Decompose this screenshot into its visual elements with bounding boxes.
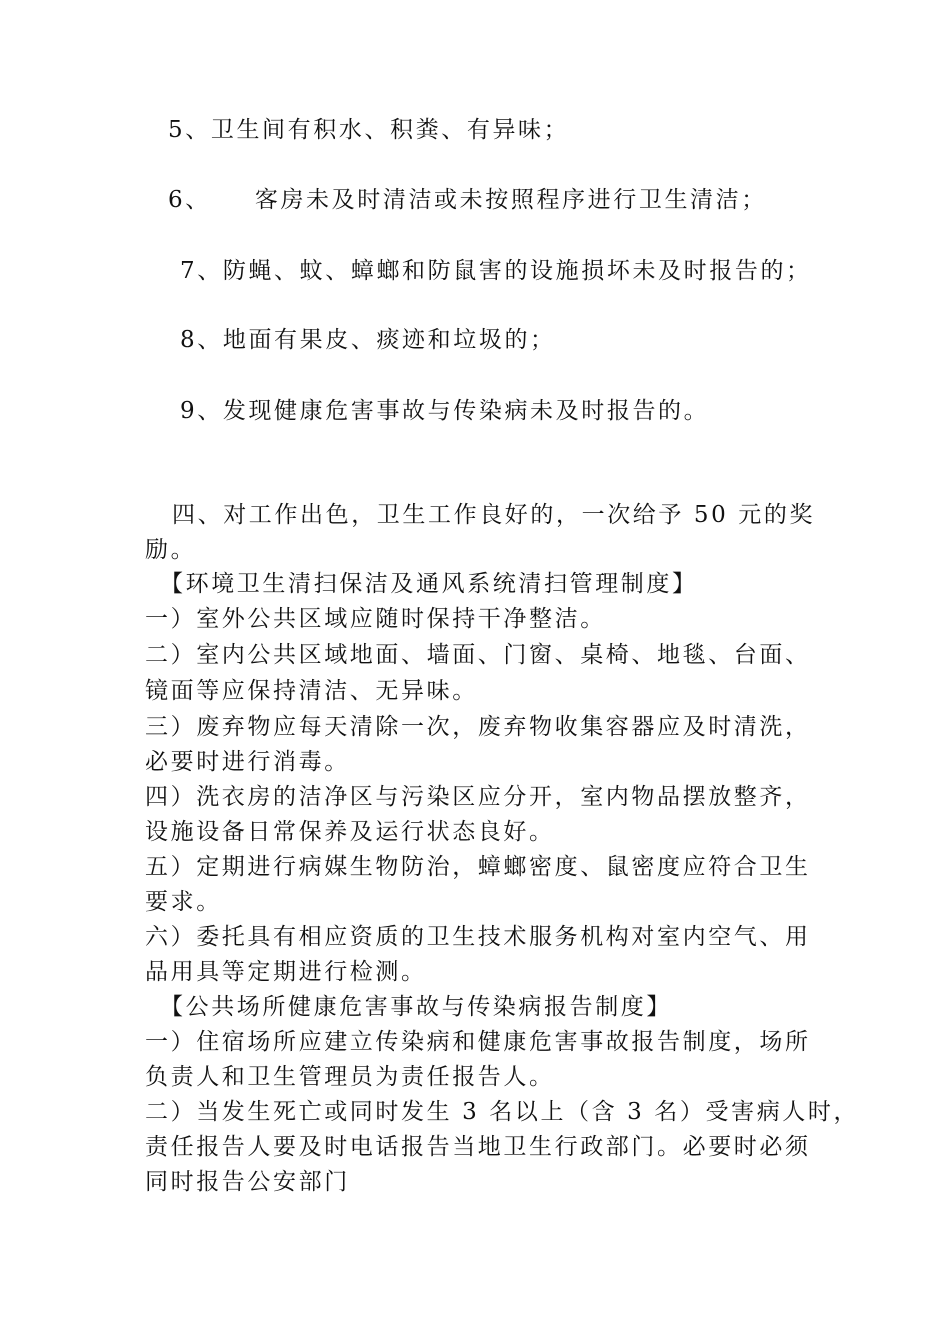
section-title-environment: 【环境卫生清扫保洁及通风系统清扫管理制度】 — [160, 571, 698, 597]
report-line-2: 负责人和卫生管理员为责任报告人。 — [145, 1064, 555, 1090]
list-item-text: 卫生间有积水、积粪、有异味； — [210, 117, 570, 143]
list-item-number: 9、 — [180, 398, 223, 424]
list-item-number: 7、 — [180, 258, 223, 284]
section-title-report: 【公共场所健康危害事故与传染病报告制度】 — [160, 994, 672, 1020]
list-item-5 — [168, 115, 569, 145]
list-item-number: 6、 — [168, 187, 211, 213]
list-item-9 — [180, 396, 709, 426]
env-line-3: 镜面等应保持清洁、无异味。 — [145, 678, 478, 704]
report-line-1: 一）住宿场所应建立传染病和健康危害事故报告制度，场所 — [145, 1029, 811, 1055]
list-item-text: 地面有果皮、痰迹和垃圾的； — [222, 327, 556, 353]
list-item-text: 发现健康危害事故与传染病未及时报告的。 — [222, 398, 710, 424]
reward-line-1: 四、对工作出色，卫生工作良好的，一次给予 50 元的奖 — [172, 502, 816, 528]
list-item-8 — [180, 325, 556, 355]
env-line-4: 三）废弃物应每天清除一次，废弃物收集容器应及时清洗， — [145, 714, 811, 740]
report-line-3: 二）当发生死亡或同时发生 3 名以上（含 3 名）受害病人时， — [145, 1099, 860, 1125]
list-item-7 — [180, 256, 812, 286]
list-item-text: 防蝇、蚊、蟑螂和防鼠害的设施损坏未及时报告的； — [222, 258, 812, 284]
list-item-6 — [168, 185, 767, 215]
reward-line-2: 励。 — [145, 537, 197, 563]
report-line-4: 责任报告人要及时电话报告当地卫生行政部门。必要时必须 — [145, 1134, 811, 1160]
report-line-5: 同时报告公安部门 — [145, 1169, 350, 1195]
list-item-number: 8、 — [180, 327, 223, 353]
env-line-2: 二）室内公共区域地面、墙面、门窗、桌椅、地毯、台面、 — [145, 642, 811, 668]
env-line-5: 必要时进行消毒。 — [145, 749, 350, 775]
env-line-11: 品用具等定期进行检测。 — [145, 959, 427, 985]
list-item-number: 5、 — [168, 117, 211, 143]
env-line-9: 要求。 — [145, 889, 222, 915]
env-line-1: 一）室外公共区域应随时保持干净整洁。 — [145, 606, 606, 632]
env-line-8: 五）定期进行病媒生物防治，蟑螂密度、鼠密度应符合卫生 — [145, 854, 811, 880]
env-line-6: 四）洗衣房的洁净区与污染区应分开，室内物品摆放整齐， — [145, 784, 811, 810]
env-line-7: 设施设备日常保养及运行状态良好。 — [145, 819, 555, 845]
list-item-text: 客房未及时清洁或未按照程序进行卫生清洁； — [254, 187, 767, 213]
env-line-10: 六）委托具有相应资质的卫生技术服务机构对室内空气、用 — [145, 924, 811, 950]
